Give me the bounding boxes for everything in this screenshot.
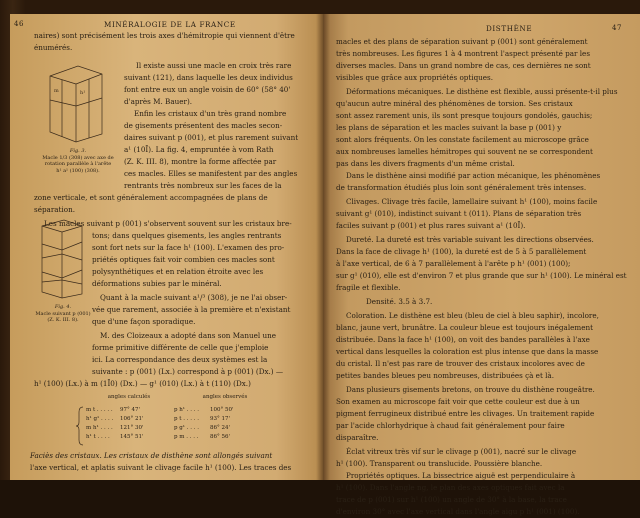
right-line: disparaître. <box>336 433 379 442</box>
fig3-caption-line: Fig. 3. <box>69 148 87 154</box>
right-line: h¹ (100). Dans l'angle ng, le plan des axes optiques fait avec la <box>336 483 565 492</box>
right-line: Son examen au microscope fait voir que cette couleur est due à un <box>336 397 580 406</box>
fig4-caption-line: (Z. K. III. 8). <box>47 317 79 323</box>
left-line: rentrants très nombreux sur les faces de la <box>124 181 282 190</box>
table-cell-calc: 121° 30' <box>120 425 144 431</box>
right-line: macles et des plans de séparation suivant p (001) sont généralement <box>336 37 588 46</box>
right-line: diverses macles. Dans un grand nombre de cas, ces dernières ne sont <box>336 61 591 70</box>
right-line: visibles que grâce aux propriétés optiques. <box>336 73 494 82</box>
svg-text:m: m <box>54 88 59 94</box>
right-line: du cristal. Il n'est pas rare de trouver des cristaux incolores avec de <box>336 359 585 368</box>
fig4-caption-line: Fig. 4. <box>54 304 72 310</box>
right-line: Propriétés optiques. La bissectrice aiguë est perpendiculaire à <box>346 471 576 480</box>
left-line: suivante : p (001) (Lx.) correspond à p (001) (Dx.) — <box>92 367 284 376</box>
right-line: d'environ 30° avec l'axe vertical dans l'angle aigu p h¹ (001) (100). <box>336 507 580 516</box>
right-line: de transformation étudiés plus loin sont généralement très intenses. <box>336 183 587 192</box>
fig4-caption-line: Macle suivant p (001) <box>35 310 91 317</box>
left-line: d'après M. Bauer). <box>124 97 193 106</box>
left-line: énumérés. <box>34 43 73 52</box>
right-line: qu'aucun autre minéral des phénomènes de torsion. Ses cristaux <box>336 99 573 108</box>
right-line: sont assez rarement unis, ils sont presque toujours gondolés, gauchis; <box>336 111 593 120</box>
right-line: à l'axe vertical, de 6 à 7 parallèlement à l'arête p h¹ (001) (100); <box>336 259 571 268</box>
right-line: Dans la face de clivage h¹ (100), la dureté est de 5 à 5 parallèlement <box>336 247 587 256</box>
fig3-caption <box>38 148 118 174</box>
right-line: très nombreuses. Les figures 1 à 4 montrent l'aspect présenté par les <box>336 49 591 58</box>
table-cell-pair: h¹ t . . . . <box>86 434 110 440</box>
right-line: aux nombreuses lamelles hémitropes qui souvent ne se correspondent <box>336 147 593 156</box>
left-line: que d'une façon sporadique. <box>92 317 196 326</box>
table-cell-sym: p t . . . . . <box>174 416 199 422</box>
right-line: pigment ferrugineux distribué entre les clivages. Un traitement rapide <box>336 409 595 418</box>
table-header-obs: angles observés <box>202 394 248 400</box>
table-brace-icon <box>76 406 84 446</box>
left-line: tons; dans quelques gisements, les angles rentrants <box>92 231 282 240</box>
table-cell-obs: 100° 50' <box>210 407 234 413</box>
left-line: ces macles. Elles se manifestent par des angles <box>124 169 298 178</box>
right-line: sont alors fréquents. On les constate facilement au microscope grâce <box>336 135 589 144</box>
table-cell-obs: 93° 17' <box>210 416 231 422</box>
right-line: Clivages. Clivage très facile, lamellaire suivant h¹ (100), moins facile <box>346 197 598 206</box>
left-bottom-line: Faciès des cristaux. Les cristaux de disthène sont allongés suivant <box>30 451 273 460</box>
right-line: les plans de séparation et les macles suivant la base p (001) y <box>336 123 562 132</box>
right-line: fragile et flexible. <box>336 283 401 292</box>
right-line: Coloration. Le disthène est bleu (bleu de ciel à bleu saphir), incolore, <box>346 311 599 320</box>
left-line: Il existe aussi une macle en croix très rare <box>136 61 292 70</box>
left-line: déformations subies par le minéral. <box>92 279 222 288</box>
left-line: Enfin les cristaux d'un très grand nombre <box>134 109 287 118</box>
left-line: a¹ (10Ī). La fig. 4, empruntée à vom Rath <box>124 145 274 154</box>
left-line: naires) sont précisément les trois axes d'hémitropie qui viennent d'être <box>34 31 295 40</box>
table-cell-pair: m t . . . . . <box>86 407 113 413</box>
left-line: de gisements présentent des macles secon- <box>124 121 283 130</box>
table-cell-obs: 86° 56' <box>210 434 231 440</box>
right-line: h¹ (100). Transparent ou translucide. Poussière blanche. <box>336 459 543 468</box>
table-cell-pair: h¹ g¹ . . . . <box>86 416 114 422</box>
fig3-caption-line: h¹ a¹ (100) (308). <box>56 167 100 174</box>
right-line: sur g¹ (010), elle est d'environ 7 et plus grande que sur h¹ (100). Le minéral est <box>336 271 627 280</box>
right-line: Déformations mécaniques. Le disthène est flexible, aussi présente-t-il plus <box>346 87 618 96</box>
table-row <box>86 433 231 442</box>
table-row <box>86 406 234 415</box>
right-line: par l'acide chlorhydrique à chaud fait généralement pour faire <box>336 421 565 430</box>
right-line: blanc, jaune vert, brunâtre. La couleur bleue est toujours inégalement <box>336 323 593 332</box>
left-bottom-line: l'axe vertical, et aplatis suivant le clivage facile h¹ (100). Les traces des <box>30 463 292 472</box>
right-line: distribuée. Dans la face h¹ (100), on voit des bandes parallèles à l'axe <box>336 335 590 344</box>
right-line: pas dans les divers fragments d'un même cristal. <box>336 159 515 168</box>
table-cell-calc: 97° 47' <box>120 407 141 413</box>
right-line: faciles suivant p (001) et plus rares suivant a¹ (10Ī). <box>336 221 526 230</box>
left-page-number: 46 <box>14 20 25 28</box>
left-line: daires suivant p (001), et plus rarement suivant <box>124 133 299 142</box>
right-running-head: DISTHÈNE <box>486 24 533 33</box>
table-header-calc: angles calculés <box>107 394 151 400</box>
right-line: Éclat vitreux très vif sur le clivage p (001), nacré sur le clivage <box>346 447 577 456</box>
right-line: vertical dans lesquelles la coloration est plus intense que dans la masse <box>336 347 599 356</box>
right-line: Dans plusieurs gisements bretons, on trouve du disthène rougeâtre. <box>346 385 595 394</box>
fig3-caption-line: rotation parallèle à l'arête <box>44 161 112 167</box>
right-line: suivant g¹ (010), indistinct suivant t (011). Plans de séparation très <box>336 209 582 218</box>
right-line: petites bandes bleues peu nombreuses, distribuées çà et là. <box>336 371 554 380</box>
left-line: polysynthétiques et en relation étroite avec les <box>92 267 264 276</box>
left-line: forme primitive différente de celle que j'emploie <box>92 343 269 352</box>
right-line: Dans le disthène ainsi modifié par action mécanique, les phénomènes <box>346 171 601 180</box>
right-line: trace de p (001) sur h¹ (100) un angle de 30° à la base, la trace <box>336 495 567 504</box>
left-line: priétés optiques fait voir combien ces macles sont <box>92 255 275 264</box>
fig3-caption-line: Macle 1/3 (308) avec axe de <box>42 154 114 161</box>
table-cell-obs: 86° 24' <box>210 425 231 431</box>
table-cell-sym: p h¹ . . . . <box>174 407 200 413</box>
left-line: ici. La correspondance des deux systèmes est la <box>92 355 268 364</box>
table-cell-sym: p m . . . . <box>174 434 199 440</box>
left-line: (Z. K. III. 8), montre la forme affectée par <box>124 157 277 166</box>
right-line: Densité. 3.5 à 3.7. <box>366 297 433 306</box>
left-line: sont fort nets sur la face h¹ (100). L'examen des pro- <box>92 243 285 252</box>
fig4-caption <box>30 304 96 324</box>
left-line: M. des Cloizeaux a adopté dans son Manuel une <box>100 331 276 340</box>
right-line: Dureté. La dureté est très variable suivant les directions observées. <box>346 235 594 244</box>
left-line: zone verticale, et sont généralement accompagnées de plans de <box>34 193 268 202</box>
table-cell-pair: m h¹ . . . . <box>86 425 113 431</box>
left-line: séparation. <box>34 205 75 214</box>
left-line: h¹ (100) (Lx.) à m (1Ī0) (Dx.) — g¹ (010) (Lx.) à t (110) (Dx.) <box>34 379 251 388</box>
table-row <box>86 424 231 433</box>
fig3-crystal-drawing <box>40 60 112 146</box>
right-page-number: 47 <box>612 24 623 32</box>
table-cell-calc: 145° 51' <box>120 434 144 440</box>
svg-text:h¹: h¹ <box>80 90 86 96</box>
fig4-crystal-drawing <box>34 218 90 300</box>
left-line: vée que rarement, associée à la première et n'existant <box>92 305 291 314</box>
table-cell-calc: 106° 21' <box>120 416 144 422</box>
left-line: suivant (121), dans laquelle les deux individus <box>124 73 293 82</box>
left-line: Quant à la macle suivant a¹/³ (308), je ne l'ai obser- <box>100 293 288 302</box>
table-row <box>86 415 231 424</box>
left-line: Les macles suivant p (001) s'observent souvent sur les cristaux bre- <box>44 219 292 228</box>
book-gutter <box>316 14 330 480</box>
left-line: font entre eux un angle voisin de 60° (58° 40' <box>124 85 291 94</box>
table-cell-sym: p g¹ . . . . <box>174 425 199 431</box>
left-running-head: MINÉRALOGIE DE LA FRANCE <box>104 20 236 29</box>
